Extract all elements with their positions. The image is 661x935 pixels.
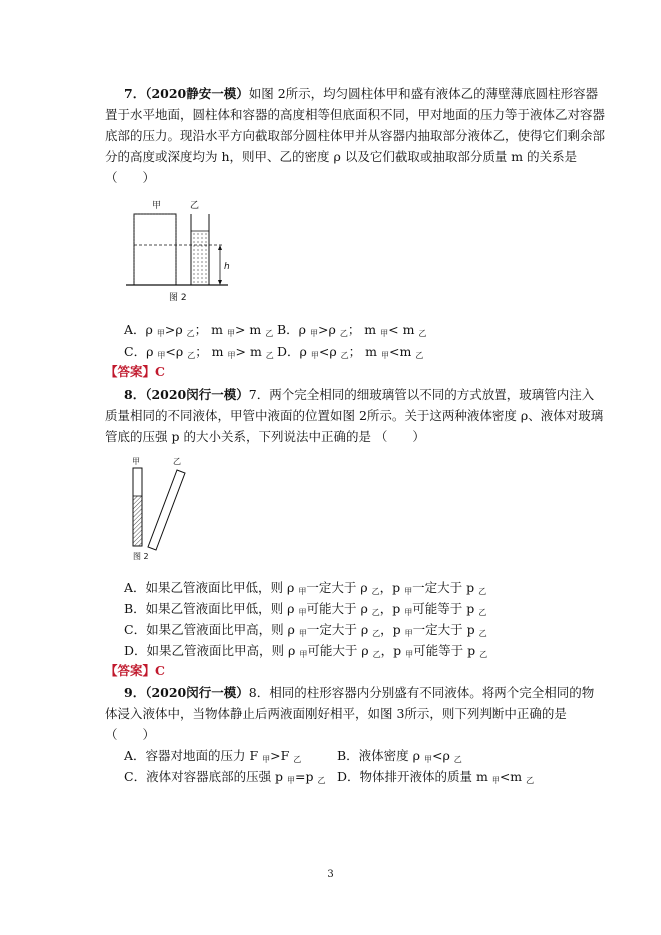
q8-line-3: 管底的压强 p 的大小关系，下列说法中正确的是 （ ）	[105, 429, 425, 444]
q7-line-2: 置于水平地面，圆柱体和容器的高度相等但底面积不同，甲对地面的压力等于液体乙对容器	[105, 107, 606, 122]
q8-tube-jia-liquid	[133, 496, 142, 546]
q9-option-b[interactable]: B．液体密度 ρ $_甲$<ρ $_乙$	[337, 748, 462, 764]
q8-text-1: 7．两个完全相同的细玻璃管以不同的方式放置，玻璃管内注入	[248, 387, 595, 402]
q9-option-a[interactable]: A．容器对地面的压力 F $_甲$>F $_乙$	[124, 748, 302, 764]
q8-number: 8．	[124, 387, 146, 402]
q7-figure	[120, 196, 240, 308]
q8-answer: 【答案】C	[105, 663, 165, 678]
q7-label-yi: 乙	[190, 201, 200, 211]
q9-number: 9．	[124, 685, 146, 700]
q8-figure	[124, 454, 204, 564]
q8-option-a[interactable]: A．如果乙管液面比甲低，则 ρ $_甲$一定大于 ρ $_乙$，p $_甲$一定大于 p $_乙$	[124, 580, 487, 596]
q7-figure-caption: 图 2	[169, 293, 187, 303]
q7-option-b[interactable]: B．ρ $_甲$>ρ $_乙$； m $_甲$< m $_乙$	[277, 322, 427, 338]
q8-option-b[interactable]: B．如果乙管液面比甲低，则 ρ $_甲$可能大于 ρ $_乙$，p $_甲$可能等于 p $_乙$	[124, 601, 487, 617]
q8-figure-caption: 图 2	[133, 552, 149, 561]
q8-line-1	[124, 387, 594, 403]
page-number: 3	[327, 869, 334, 880]
q7-line-4: 分的高度或深度均为 h，则甲、乙的密度 ρ 以及它们截取或抽取部分质量 m 的关系是	[105, 149, 578, 164]
q7-text-1: 如图 2所示，均匀圆柱体甲和盛有液体乙的薄壁薄底圆柱形容器	[248, 86, 599, 101]
q7-paren: （ ）	[105, 170, 156, 185]
q9-paren: （ ）	[105, 727, 156, 742]
q9-text-1: 8．相同的柱形容器内分别盛有不同液体。将两个完全相同的物	[248, 685, 595, 700]
q9-line-2: 体浸入液体中，当物体静止后两液面刚好相平，如图 3所示，则下列判断中正确的是	[105, 706, 567, 721]
q9-option-c[interactable]: C．液体对容器底部的压强 p $_甲$=p $_乙$	[124, 769, 326, 785]
q7-answer: 【答案】C	[105, 364, 165, 379]
q8-tube-yi	[148, 470, 185, 550]
q7-label-h: h	[224, 262, 230, 272]
q7-line-3: 底部的压力。现沿水平方向截取部分圆柱体甲并从容器内抽取部分液体乙，使得它们剩余部	[105, 128, 606, 143]
q8-line-2: 质量相同的不同液体，甲管中液面的位置如图 2所示。关于这两种液体密度 ρ、液体对玻璃	[105, 408, 604, 423]
q7-line-1	[124, 86, 598, 102]
q9-option-d[interactable]: D．物体排开液体的质量 m $_甲$<m $_乙$	[337, 769, 535, 785]
q7-number: 7．	[124, 86, 146, 101]
q8-option-c[interactable]: C．如果乙管液面比甲高，则 ρ $_甲$一定大于 ρ $_乙$，p $_甲$一定大于 p $_乙$	[124, 622, 487, 638]
q7-option-c[interactable]: C．ρ $_甲$<ρ $_乙$； m $_甲$> m $_乙$	[124, 344, 274, 360]
q8-label-yi: 乙	[173, 457, 181, 466]
q7-liquid-yi	[191, 231, 209, 285]
q7-option-a[interactable]: A．ρ $_甲$>ρ $_乙$； m $_甲$> m $_乙$	[124, 322, 274, 338]
q9-line-1	[124, 685, 594, 701]
q8-label-jia: 甲	[132, 457, 140, 466]
q7-label-jia: 甲	[152, 201, 162, 211]
q8-option-d[interactable]: D．如果乙管液面比甲高，则 ρ $_甲$可能大于 ρ $_乙$，p $_甲$可能等于 p $_乙$	[124, 643, 488, 659]
q7-source: （2020静安一模）	[145, 86, 249, 101]
q7-cylinder-jia	[134, 214, 176, 285]
q9-source: （2020闵行一模）	[145, 685, 249, 700]
q7-option-d[interactable]: D．ρ $_甲$<ρ $_乙$； m $_甲$<m $_乙$	[277, 344, 424, 360]
q8-source: （2020闵行一模）	[145, 387, 249, 402]
